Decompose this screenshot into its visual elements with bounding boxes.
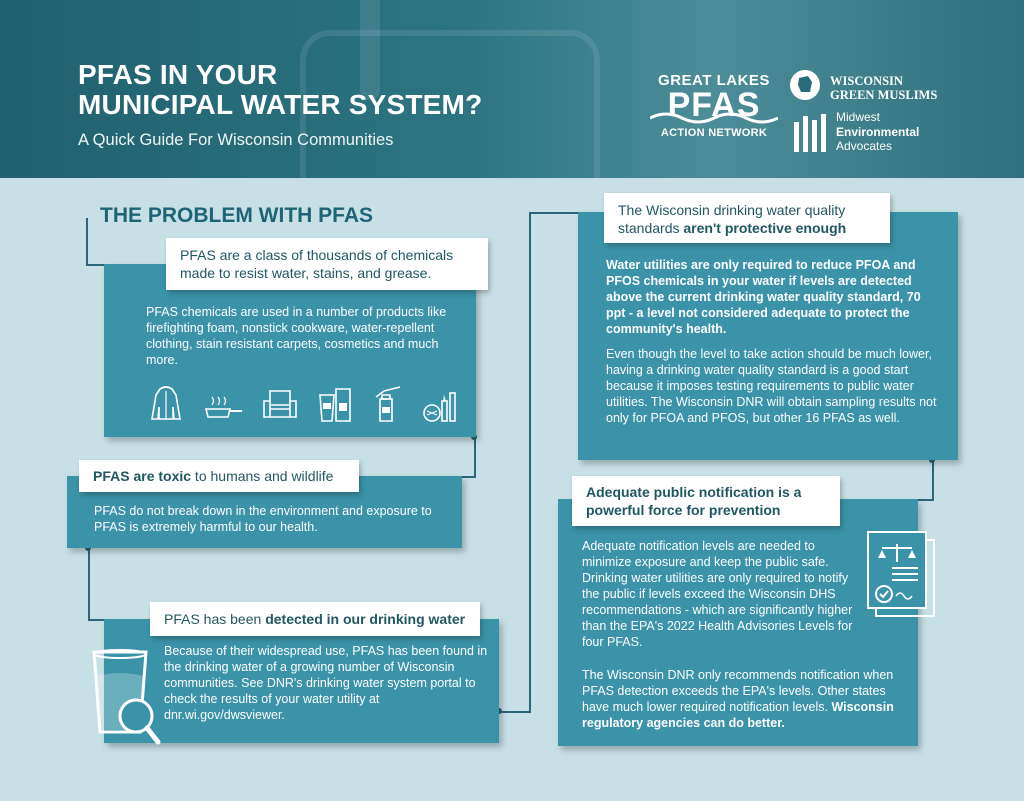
box1-body: PFAS chemicals are used in a number of products like firefighting foam, nonstick cookware, water-repellent clothing, stain resistant carpets, cosmetics and much more. [146, 305, 447, 367]
box4-label-bold: aren't protective enough [683, 220, 847, 236]
box5-body-2-bold: Wisconsin regulatory agencies can do better. [582, 700, 894, 730]
box5-body-2 [582, 667, 902, 731]
connector-line [499, 711, 531, 713]
logo-text: WISCONSIN [830, 74, 903, 88]
frying-pan-icon [202, 395, 242, 425]
title-line-2: MUNICIPAL WATER SYSTEM? [78, 89, 483, 120]
box2-label [79, 460, 359, 492]
box4-label-start: The Wisconsin drinking water quality standards [618, 202, 846, 236]
connector-line [474, 437, 476, 477]
logo-text: Environmental [836, 124, 920, 139]
armchair-icon [262, 387, 298, 425]
legal-document-icon [862, 528, 938, 624]
great-lakes-pfas-logo [650, 72, 778, 152]
box4-label [604, 193, 890, 243]
box3-label [150, 602, 480, 636]
connector-line [86, 218, 88, 264]
connector-line [529, 212, 531, 712]
page-title [78, 60, 482, 120]
logo-text: ACTION NETWORK [660, 127, 768, 139]
box5-label: Adequate public notification is a powerful force for prevention [572, 476, 840, 526]
water-glass-magnifier-icon [90, 646, 162, 750]
logo-text: GREAT LAKES [658, 72, 770, 89]
logo-text: GREEN MUSLIMS [830, 88, 938, 102]
logo-text: PFAS [667, 86, 761, 124]
wisconsin-map-icon [790, 70, 820, 100]
header-banner [0, 0, 1024, 178]
box3-label-start: PFAS has been [164, 611, 266, 627]
connector-line [88, 548, 90, 620]
logo-text: Midwest [836, 110, 881, 124]
box2-body: PFAS do not break down in the environment and exposure to PFAS is extremely harmful to our health. [94, 504, 432, 534]
box2-label-bold: PFAS are toxic [93, 468, 192, 484]
wisconsin-green-muslims-logo [790, 70, 970, 110]
box5-body-1: Adequate notification levels are needed to minimize exposure and keep the public safe. Drinking water utilities are only required to notify the public if levels exceed the Wisconsin DHS recommendations - which are significantly higher than the EPA's 2022 Health Advisories Levels for four PFAS. [582, 539, 853, 649]
title-line-1: PFAS IN YOUR [78, 59, 278, 90]
cosmetics-icon [422, 387, 460, 427]
wave-icon [650, 110, 778, 124]
box1-label: PFAS are a class of thousands of chemicals made to resist water, stains, and grease. [166, 238, 488, 290]
logo-text: Advocates [836, 139, 893, 153]
box4-body: Even though the level to take action should be much lower, having a drinking water quality standard is a good start because it imposes testing requirements to public water utilities. The Wisconsin DNR will obtain sampling results not only for PFOA and PFOS, but other 16 PFAS as well. [606, 347, 937, 425]
fire-extinguisher-icon [372, 385, 402, 427]
box4-body-bold: Water utilities are only required to reduce PFOA and PFOS chemicals in your water if levels are detected above the current drinking water quality standard, 70 ppt - a level not considered adequate to protect the community's health. [606, 258, 921, 336]
raincoat-icon [150, 385, 182, 427]
box3-body: Because of their widespread use, PFAS has been found in the drinking water of a growing number of Wisconsin communities. See DNR's drinking water system portal to check the results of your water utility at dnr.wi.gov/dwsviewer. [164, 644, 488, 722]
people-bars-icon [792, 114, 832, 154]
page-subtitle: A Quick Guide For Wisconsin Communities [78, 131, 394, 149]
product-icons-row [150, 385, 460, 425]
box3-label-bold: detected in our drinking water [265, 611, 466, 627]
food-packaging-icon [318, 385, 352, 427]
section-heading: THE PROBLEM WITH PFAS [100, 204, 373, 227]
midwest-environmental-advocates-logo [790, 110, 970, 155]
box5-body-2-text: The Wisconsin DNR only recommends notification when PFAS detection exceeds the EPA's levels. Other states have much lower required notification levels. [582, 668, 894, 714]
box2-label-rest: to humans and wildlife [191, 468, 334, 484]
connector-line [932, 460, 934, 500]
